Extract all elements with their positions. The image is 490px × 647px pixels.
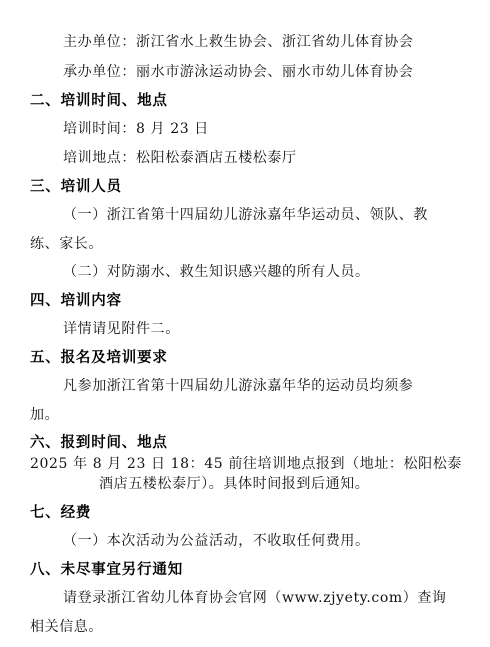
section-heading-funding: 七、经费 [30, 505, 92, 521]
content-text-line: 详情请见附件二。 [63, 321, 180, 337]
organizer-line: 主办单位：浙江省水上救生协会、浙江省幼儿体育协会 [63, 34, 414, 50]
training-place-line: 培训地点：松阳松泰酒店五楼松泰厅 [63, 150, 297, 166]
training-time-line: 培训时间：8 月 23 日 [63, 121, 209, 137]
section-heading-time-place: 二、培训时间、地点 [30, 93, 168, 109]
section-heading-checkin: 六、报到时间、地点 [30, 435, 168, 451]
requirements-line1: 凡参加浙江省第十四届幼儿游泳嘉年华的运动员均须参 [63, 378, 414, 394]
notice-line1: 请登录浙江省幼儿体育协会官网（www.zjyety.com）查询 [63, 590, 447, 606]
co-organizer-line: 承办单位：丽水市游泳运动协会、丽水市幼儿体育协会 [63, 64, 414, 80]
requirements-line2: 加。 [30, 407, 60, 423]
participants-item1-line2: 练、家长。 [30, 236, 103, 252]
participants-item2-line: （二）对防溺水、救生知识感兴趣的所有人员。 [63, 264, 370, 280]
section-heading-participants: 三、培训人员 [30, 179, 122, 195]
section-heading-requirements: 五、报名及培训要求 [30, 350, 168, 366]
notice-line2: 相关信息。 [30, 619, 103, 635]
section-heading-notice: 八、未尽事宜另行通知 [30, 562, 183, 578]
section-heading-content: 四、培训内容 [30, 293, 122, 309]
funding-text-line: （一）本次活动为公益活动，不收取任何费用。 [63, 533, 370, 549]
checkin-line2: 酒店五楼松泰厅）。具体时间报到后通知。 [99, 476, 370, 492]
participants-item1-line1: （一）浙江省第十四届幼儿游泳嘉年华运动员、领队、教 [63, 207, 428, 223]
checkin-line1: 2025 年 8 月 23 日 18：45 前往培训地点报到（地址：松阳松泰 [30, 456, 462, 472]
